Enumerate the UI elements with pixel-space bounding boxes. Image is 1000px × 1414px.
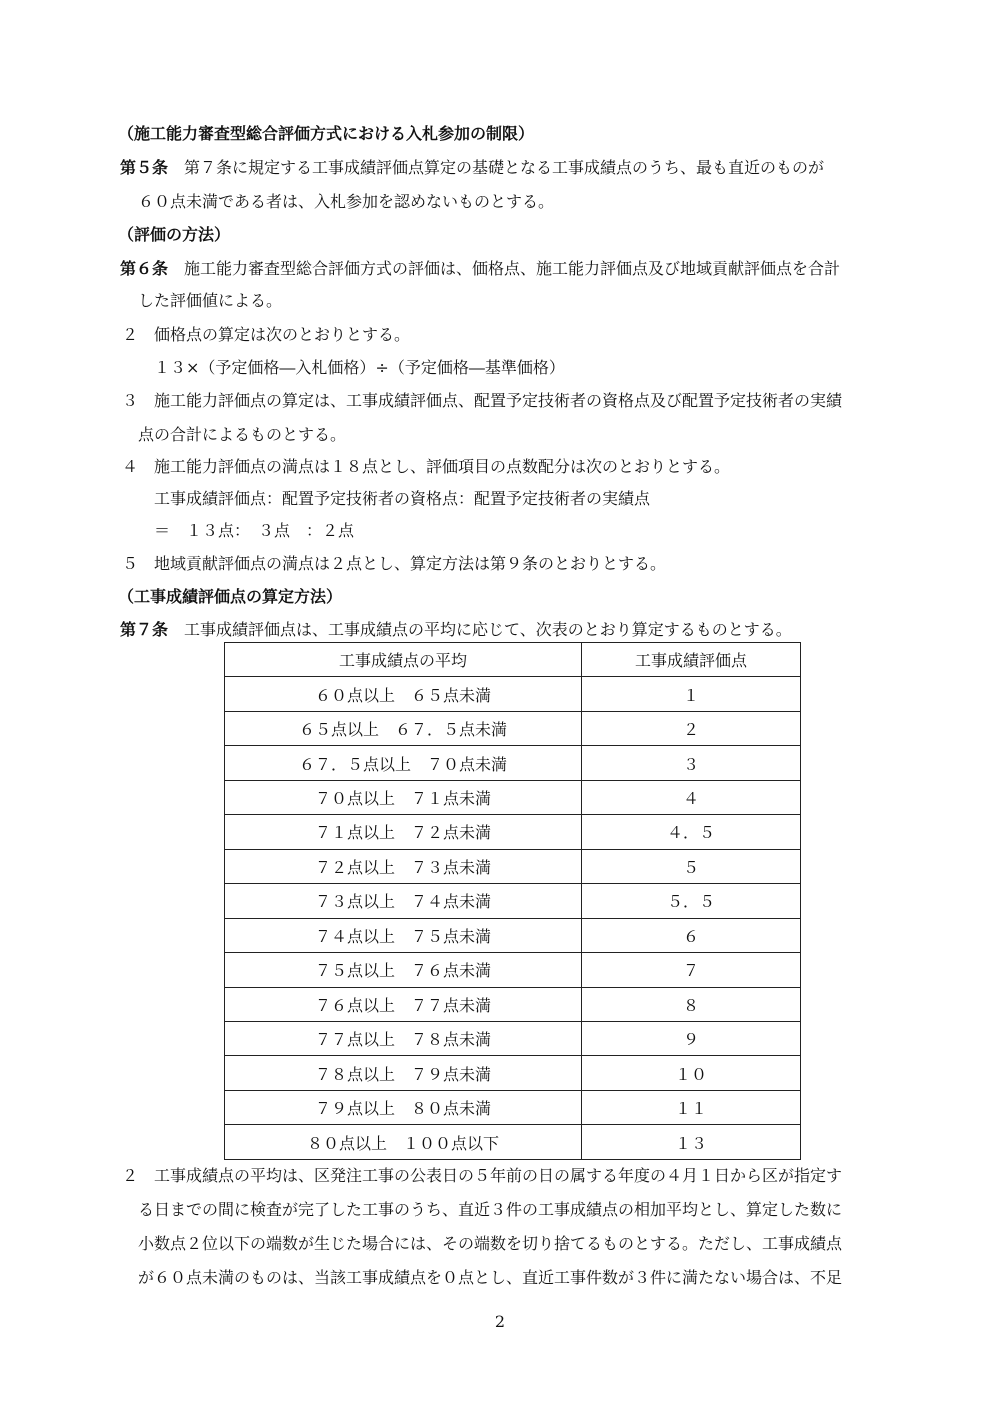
table-row [225,849,801,883]
paragraph-3-text-1: 施工能力評価点の算定は、工事成績評価点、配置予定技術者の資格点及び配置予定技術者の実績 [154,391,843,410]
page-number: 2 [494,1312,506,1331]
heading-article-6: （評価の方法） [118,225,231,244]
paragraph-3-line-2: 点の合計によるものとする。 [138,425,347,444]
table-cell: ７ [582,953,801,987]
paragraph-2 [122,324,410,346]
paragraph-5-text: 地域貢献評価点の満点は２点とし、算定方法は第９条のとおりとする。 [154,554,667,573]
table-cell: ５．５ [582,884,801,918]
table-cell: ７３点以上 ７４点未満 [225,884,582,918]
heading-article-7: （工事成績評価点の算定方法） [118,587,343,606]
article-6-text-1: 施工能力審査型総合評価方式の評価は、価格点、施工能力評価点及び地域貢献評価点を合計 [184,259,841,278]
article-7-paragraph-2-text-1: 工事成績点の平均は、区発注工事の公表日の５年前の日の属する年度の４月１日から区が指定す [154,1166,843,1185]
paragraph-3-number: ３ [122,391,139,410]
table-row [225,815,801,849]
article-5-label: 第５条 [120,158,169,177]
table-cell: ７１点以上 ７２点未満 [225,815,582,849]
heading-article-5: （施工能力審査型総合評価方式における入札参加の制限） [118,124,535,143]
table-cell: ７０点以上 ７１点未満 [225,780,582,814]
article-5-text-1: 第７条に規定する工事成績評価点算定の基礎となる工事成績点のうち、最も直近のものが [184,158,825,177]
table-row [225,1021,801,1055]
table-row [225,918,801,952]
table-cell: ７７点以上 ７８点未満 [225,1021,582,1055]
table-cell: ９ [582,1021,801,1055]
table-cell: ４．５ [582,815,801,849]
article-7-text-1: 工事成績評価点は、工事成績点の平均に応じて、次表のとおり算定するものとする。 [184,620,792,639]
table-row [225,746,801,780]
paragraph-3-line-1 [122,390,842,412]
table-row [225,884,801,918]
article-5-line-1 [120,157,824,179]
article-7-paragraph-2-number: ２ [122,1166,139,1185]
paragraph-5-number: ５ [122,554,139,573]
table-cell: ６ [582,918,801,952]
table-cell: ７８点以上 ７９点未満 [225,1056,582,1090]
table-cell: ６５点以上 ６７．５点未満 [225,711,582,745]
table-header-cell: 工事成績点の平均 [225,643,582,677]
table-row [225,1090,801,1124]
table-cell: ７２点以上 ７３点未満 [225,849,582,883]
paragraph-4-text: 施工能力評価点の満点は１８点とし、評価項目の点数配分は次のとおりとする。 [154,457,731,476]
table-row [225,987,801,1021]
table-cell: ７６点以上 ７７点未満 [225,987,582,1021]
table-cell: １３ [582,1125,801,1160]
table-row [225,677,801,711]
table-cell: ７５点以上 ７６点未満 [225,953,582,987]
table-cell: ７９点以上 ８０点未満 [225,1090,582,1124]
paragraph-4-number: ４ [122,457,139,476]
table-cell: ６７．５点以上 ７０点未満 [225,746,582,780]
article-6-label: 第６条 [120,259,169,278]
table-row [225,780,801,814]
price-formula: １３×（予定価格―入札価格）÷（予定価格―基準価格） [154,358,565,377]
table-row [225,1125,801,1160]
table-cell: １１ [582,1090,801,1124]
table-cell: ８０点以上 １００点以下 [225,1125,582,1160]
article-7-line-1 [120,619,792,641]
table-cell: ６０点以上 ６５点未満 [225,677,582,711]
table-header-cell: 工事成績評価点 [582,643,801,677]
score-ratio-values: ＝ １３点： ３点 ：２点 [154,521,355,540]
paragraph-5 [122,553,666,575]
article-7-paragraph-2-line-3: 小数点２位以下の端数が生じた場合には、その端数を切り捨てるものとする。ただし、工事成績点 [138,1234,843,1253]
article-6-line-2: した評価値による。 [138,291,283,310]
table-cell: ４ [582,780,801,814]
table-cell: ７４点以上 ７５点未満 [225,918,582,952]
article-7-paragraph-2-line-2: る日までの間に検査が完了した工事のうち、直近３件の工事成績点の相加平均とし、算定した数に [138,1200,843,1219]
table-row [225,1056,801,1090]
score-ratio-labels: 工事成績評価点：配置予定技術者の資格点：配置予定技術者の実績点 [154,489,651,508]
table-cell: ２ [582,711,801,745]
paragraph-2-number: ２ [122,325,139,344]
article-7-label: 第７条 [120,620,169,639]
table-header-row [225,643,801,677]
table-cell: ３ [582,746,801,780]
paragraph-4 [122,456,730,478]
article-6-line-1 [120,258,840,280]
article-7-paragraph-2-line-4: が６０点未満のものは、当該工事成績点を０点とし、直近工事件数が３件に満たない場合は、不足 [138,1268,843,1287]
article-7-paragraph-2-line-1 [122,1165,842,1187]
table-cell: １ [582,677,801,711]
table-cell: １０ [582,1056,801,1090]
table-row [225,953,801,987]
table-cell: ５ [582,849,801,883]
table-row [225,711,801,745]
paragraph-2-text: 価格点の算定は次のとおりとする。 [154,325,411,344]
article-5-line-2: ６０点未満である者は、入札参加を認めないものとする。 [138,192,555,211]
table-cell: ８ [582,987,801,1021]
score-table [224,642,801,1160]
